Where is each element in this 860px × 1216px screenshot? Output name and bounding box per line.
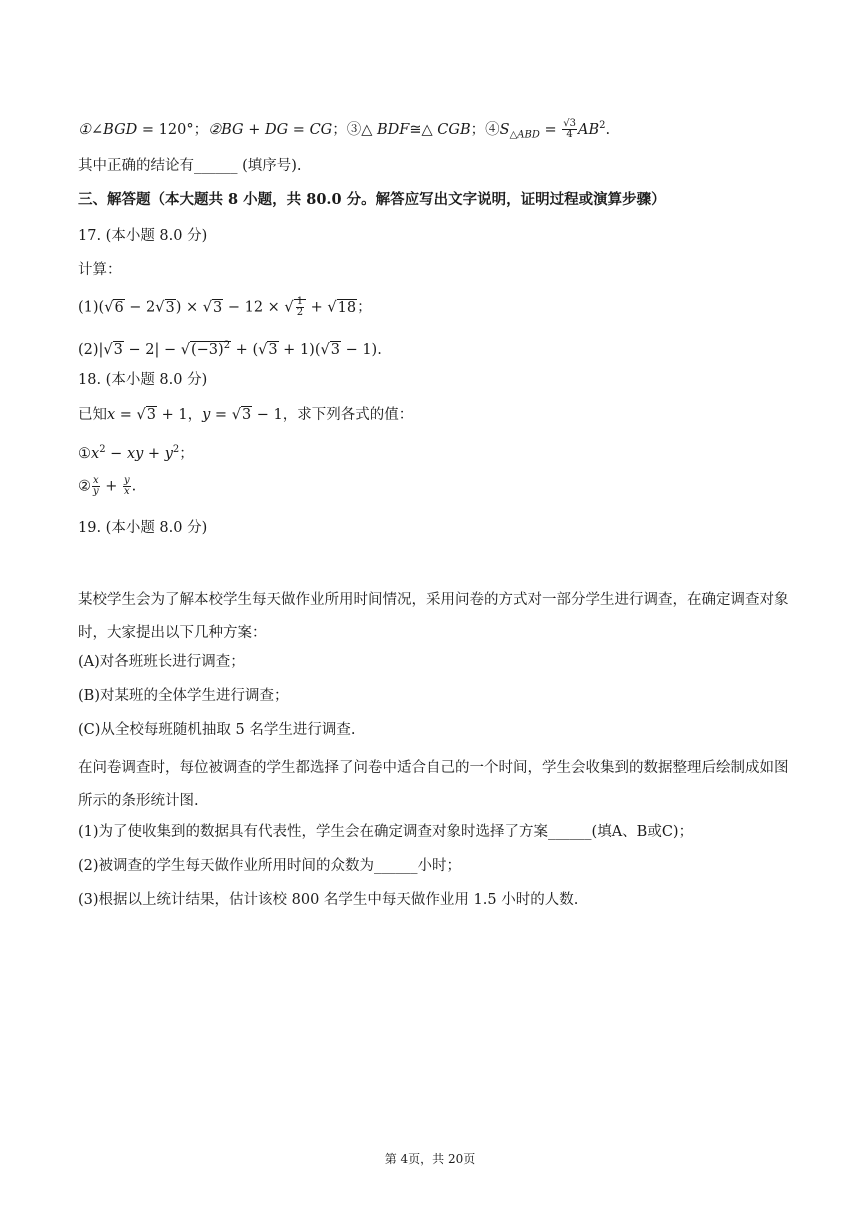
q19-header: 19. (本小题 8.0 分) <box>78 520 208 536</box>
section3-title: 三、解答题（本大题共 8 小题，共 80.0 分。解答应写出文字说明，证明过程或演算步骤） <box>78 191 666 208</box>
q19-part3: (3)根据以上统计结果，估计该校 800 名学生中每天做作业用 1.5 小时的人数. <box>78 892 579 908</box>
q18-part2: ② $\frac{x}{y}$ + $\frac{y}{x}$ . <box>78 475 137 497</box>
q17-instruction: 计算： <box>78 262 122 278</box>
q17-part2: $(2)|√3 - 2| - √(-3)^2 + (√3 + 1)(√3 - 1)$. <box>78 340 382 358</box>
q16-options: ①∠BGD = 120°；②BG + DG = CG；③△ BDF≅△ CGB；$④S_{\triangle ABD}$ = $\frac{√3}{4}$ $AB^2$. <box>78 118 611 141</box>
q19-context: 在问卷调查时，每位被调查的学生都选择了问卷中适合自己的一个时间，学生会收集到的数据整理后绘制成如图所示的条形统计图. <box>78 760 789 809</box>
q19-option-a: (A)对各班班长进行调查； <box>78 654 245 670</box>
q18-part1: $①x^2$ − xy + $y^2$； <box>78 444 194 462</box>
q19-option-b: (B)对某班的全体学生进行调查； <box>78 688 289 704</box>
q19-intro: 某校学生会为了解本校学生每天做作业所用时间情况，采用问卷的方式对一部分学生进行调查，在确定调查对象时，大家提出以下几种方案： <box>78 592 789 641</box>
q19-part1: (1)为了使收集到的数据具有代表性，学生会在确定调查对象时选择了方案______(填A、B或C)； <box>78 824 694 840</box>
q17-header: 17. (本小题 8.0 分) <box>78 228 208 244</box>
q19-option-c: (C)从全校每班随机抽取 5 名学生进行调查. <box>78 722 356 738</box>
q18-given: 已知x = √3 + 1，y = √3 − 1，求下列各式的值： <box>78 407 414 423</box>
page-footer: 第 4页，共 20页 <box>384 1152 476 1166</box>
q16-conclusion: 其中正确的结论有______ (填序号). <box>78 158 302 174</box>
q18-header: 18. (本小题 8.0 分) <box>78 372 208 388</box>
q17-part1: (1)(√6 − 2√3) × √3 − 12 × √ $\frac{1}{2}$ + √18； <box>78 296 372 318</box>
q19-part2: (2)被调查的学生每天做作业所用时间的众数为______小时； <box>78 858 462 874</box>
